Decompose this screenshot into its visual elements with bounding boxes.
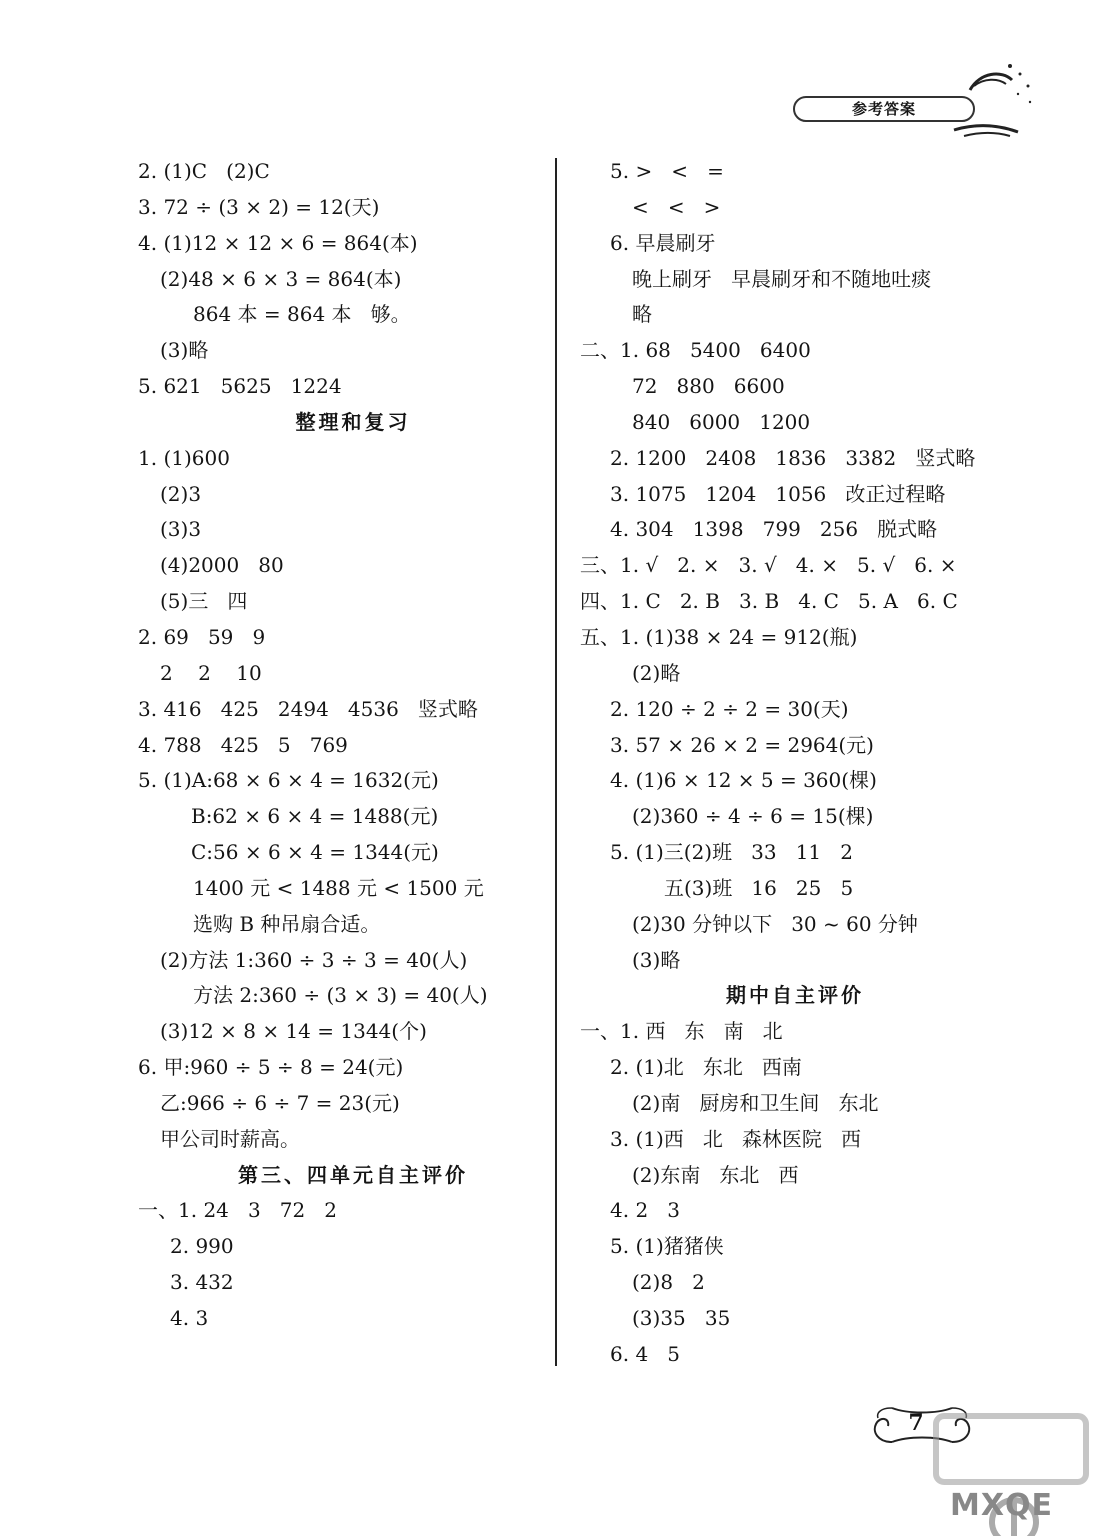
answer-line: 选购 B 种吊扇合适。 — [193, 911, 381, 936]
answer-line: 一、1. 24 3 72 2 — [138, 1198, 338, 1223]
answer-line: 五(3)班 16 25 5 — [664, 875, 854, 900]
answer-line: 6. 甲:960 ÷ 5 ÷ 8 = 24(元) — [138, 1055, 404, 1080]
answer-line: (3)3 — [160, 517, 202, 542]
answer-line: 2. 120 ÷ 2 ÷ 2 = 30(天) — [610, 696, 849, 721]
answer-line: 72 880 6600 — [632, 374, 785, 399]
answer-line: 3. 1075 1204 1056 改正过程略 — [610, 481, 946, 506]
answer-line: 6. 早晨刷牙 — [610, 230, 716, 255]
answer-line: 略 — [632, 302, 652, 327]
answer-line: (2)方法 1:360 ÷ 3 ÷ 3 = 40(人) — [160, 947, 468, 972]
answer-line: 2. 990 — [170, 1234, 234, 1259]
answer-line: 864 本 = 864 本 够。 — [193, 302, 411, 327]
answer-line: 5. > < = — [610, 159, 724, 183]
answer-line: (2)东南 东北 西 — [632, 1162, 799, 1187]
answer-line: 2 2 10 — [160, 660, 262, 685]
answer-line: 2. (1)C (2)C — [138, 159, 270, 183]
answer-line: (3)35 35 — [632, 1306, 731, 1330]
answer-line: 4. (1)12 × 12 × 6 = 864(本) — [138, 230, 418, 255]
answer-line: 2. 69 59 9 — [138, 624, 266, 649]
answer-line: (3)12 × 8 × 14 = 1344(个) — [160, 1019, 427, 1044]
answer-line: (2)48 × 6 × 3 = 864(本) — [160, 266, 402, 291]
answer-line: < < > — [632, 194, 721, 219]
answer-line: (3)略 — [160, 338, 209, 363]
section-heading: 第三、四单元自主评价 — [238, 1162, 468, 1187]
answer-line: 乙:966 ÷ 6 ÷ 7 = 23(元) — [160, 1090, 400, 1115]
answer-line: B:62 × 6 × 4 = 1488(元) — [191, 804, 439, 829]
page-header-title: 参考答案 — [852, 100, 917, 118]
answer-line: 5. 621 5625 1224 — [138, 374, 342, 399]
answer-line: 3. 72 ÷ (3 × 2) = 12(天) — [138, 194, 380, 219]
answer-line: 3. 57 × 26 × 2 = 2964(元) — [610, 732, 874, 757]
answer-line: 三、1. √ 2. × 3. √ 4. × 5. √ 6. × — [580, 553, 957, 578]
answer-line: (2)略 — [632, 660, 681, 685]
answer-line: (2)3 — [160, 481, 202, 506]
answer-line: 5. (1)三(2)班 33 11 2 — [610, 840, 853, 865]
answer-line: (3)略 — [632, 947, 681, 972]
answer-line: (4)2000 80 — [160, 553, 284, 578]
answer-line: 一、1. 西 东 南 北 — [580, 1019, 783, 1044]
answer-line: 3. (1)西 北 森林医院 西 — [610, 1126, 861, 1151]
answer-line: 2. (1)北 东北 西南 — [610, 1055, 802, 1080]
header-ornament-icon — [940, 50, 1040, 140]
answer-line: 2. 1200 2408 1836 3382 竖式略 — [610, 445, 976, 470]
answer-line: 4. (1)6 × 12 × 5 = 360(棵) — [610, 768, 877, 793]
answer-line: 1400 元 < 1488 元 < 1500 元 — [193, 875, 484, 900]
section-heading: 期中自主评价 — [726, 983, 864, 1008]
answer-line: (5)三 四 — [160, 589, 248, 614]
answer-line: 840 6000 1200 — [632, 409, 811, 434]
watermark-text: MXQE — [950, 1488, 1053, 1523]
answer-line: 五、1. (1)38 × 24 = 912(瓶) — [580, 624, 858, 649]
answer-line: 方法 2:360 ÷ (3 × 3) = 40(人) — [193, 983, 488, 1008]
right-column — [580, 154, 1010, 1373]
answer-line: 1. (1)600 — [138, 445, 230, 470]
answer-line: 5. (1)A:68 × 6 × 4 = 1632(元) — [138, 768, 439, 793]
page-number: 7 — [908, 1410, 924, 1436]
answer-line: 6. 4 5 — [610, 1341, 680, 1366]
answer-line: (2)360 ÷ 4 ÷ 6 = 15(棵) — [632, 804, 874, 829]
answer-line: 晚上刷牙 早晨刷牙和不随地吐痰 — [632, 266, 932, 291]
answer-line: 甲公司时薪高。 — [160, 1126, 300, 1151]
answer-line: 5. (1)猪猪侠 — [610, 1234, 724, 1259]
answer-line: 3. 416 425 2494 4536 竖式略 — [138, 696, 478, 721]
answer-line: 3. 432 — [170, 1270, 234, 1295]
answer-line: 四、1. C 2. B 3. B 4. C 5. A 6. C — [580, 589, 958, 614]
answer-line: 二、1. 68 5400 6400 — [580, 338, 811, 363]
left-column — [138, 154, 568, 1337]
answer-line: 4. 304 1398 799 256 脱式略 — [610, 517, 938, 542]
section-heading: 整理和复习 — [295, 409, 411, 434]
answer-line: 4. 3 — [170, 1306, 209, 1330]
answer-line: (2)30 分钟以下 30 ~ 60 分钟 — [632, 911, 918, 936]
answer-line: 4. 788 425 5 769 — [138, 732, 348, 757]
answer-line: (2)8 2 — [632, 1270, 705, 1295]
answer-line: 4. 2 3 — [610, 1198, 680, 1223]
answer-line: (2)南 厨房和卫生间 东北 — [632, 1090, 879, 1115]
answer-line: C:56 × 6 × 4 = 1344(元) — [191, 840, 439, 865]
